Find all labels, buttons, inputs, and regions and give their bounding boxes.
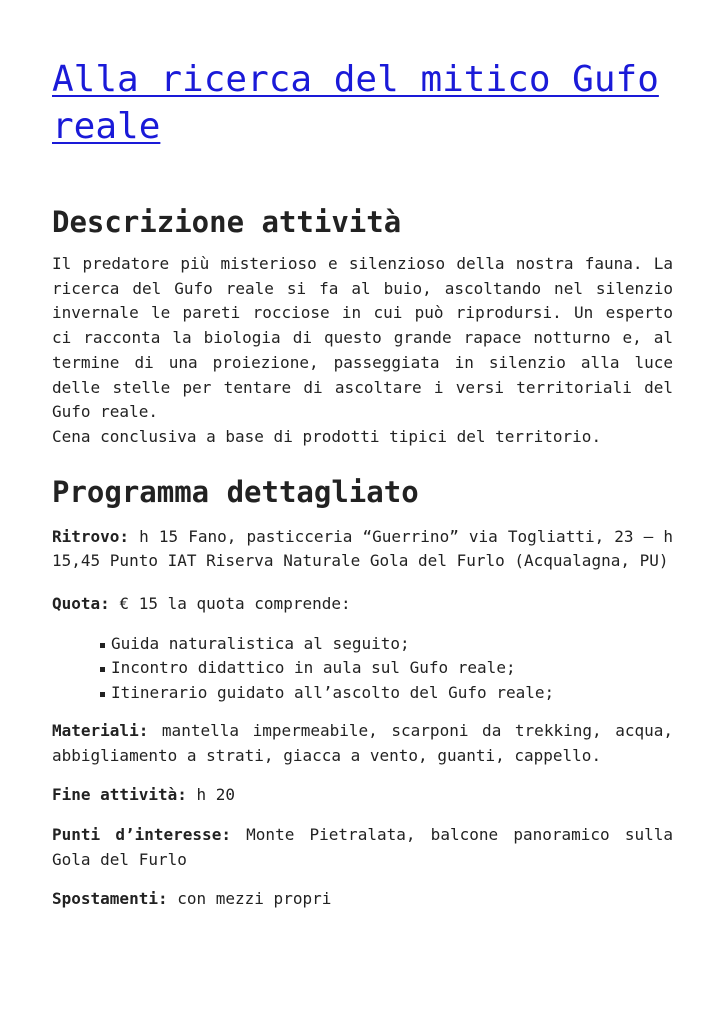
list-item [100, 656, 673, 681]
quota-label: Quota: [52, 594, 110, 614]
punti-interesse-value: Monte Pietralata, balcone panoramico sulla Gola del Furlo [52, 824, 674, 869]
punti-interesse-field [52, 823, 673, 872]
quota-value: € 15 la quota comprende: [109, 594, 351, 614]
punti-interesse-label: Punti d’interesse: [52, 824, 231, 844]
dinner-text: Cena conclusiva a base di prodotti tipici del territorio. [52, 426, 602, 446]
ritrovo-value: h 15 Fano, pasticceria “Guerrino” via Togliatti, 23 – h 15,45 Punto IAT Riserva Naturale Gola del Furlo (Acqualagna, PU) [52, 526, 673, 571]
materiali-field [52, 719, 673, 768]
spostamenti-label: Spostamenti: [52, 889, 168, 909]
spostamenti-value: con mezzi propri [167, 889, 332, 909]
list-item-text: Guida naturalistica al seguito; [111, 633, 410, 653]
bullet-icon [100, 692, 105, 697]
article [52, 56, 673, 912]
bullet-icon [100, 643, 105, 648]
list-item-text: Itinerario guidato all’ascolto del Gufo reale; [111, 683, 555, 703]
materiali-value: mantella impermeabile, scarponi da trekking, acqua, abbigliamento a strati, giacca a vento, guanti, cappello. [52, 720, 673, 765]
fine-attivita-field [52, 783, 673, 808]
list-item-text: Incontro didattico in aula sul Gufo reale; [111, 658, 516, 678]
list-item [100, 681, 673, 706]
quota-field [52, 592, 673, 617]
list-item [100, 632, 673, 657]
ritrovo-label: Ritrovo: [52, 526, 130, 546]
ritrovo-field [52, 525, 673, 574]
fine-attivita-label: Fine attività: [52, 785, 187, 805]
fine-attivita-value: h 20 [186, 785, 236, 805]
title-link[interactable]: Alla ricerca del mitico Gufo reale [52, 59, 659, 147]
page-title [52, 56, 673, 150]
bullet-icon [100, 667, 105, 672]
materiali-label: Materiali: [52, 720, 149, 740]
included-list [52, 632, 673, 706]
spostamenti-field [52, 887, 673, 912]
description-paragraph [52, 252, 673, 450]
description-text: Il predatore più misterioso e silenzioso della nostra fauna. La ricerca del Gufo reale si fa al buio, ascoltando nel silenzio invernale le pareti rocciose in cui può riprodursi. Un esperto ci racconta la biologia di questo grande rapace notturno e, al termine di una proiezione, passeggiata in silenzio alla luce delle stelle per tentare di ascoltare i versi territoriali del Gufo reale. [52, 254, 673, 422]
description-heading: Descrizione attività [52, 205, 402, 239]
program-heading: Programma dettagliato [52, 474, 419, 509]
